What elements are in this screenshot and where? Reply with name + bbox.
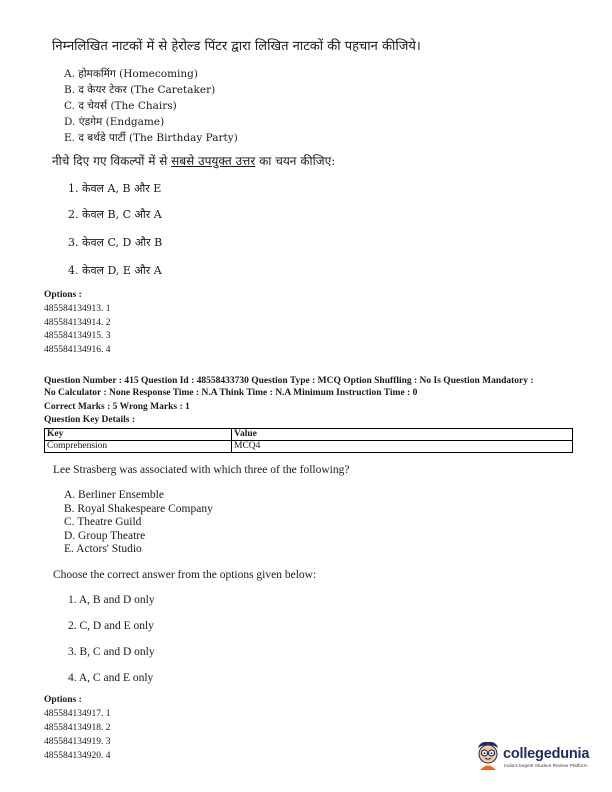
q2-instruction: Choose the correct answer from the options given below: — [53, 569, 317, 581]
question-key-details-title: Question Key Details : — [44, 415, 136, 425]
table-header-row — [45, 429, 573, 441]
q2-option-id: 485584134917. 1 — [44, 709, 111, 719]
q2-item: B. Royal Shakespeare Company — [64, 502, 213, 515]
q2-answer-1: 1. A, B and D only — [68, 594, 155, 606]
brand-tagline: India's largest Student Review Platform — [504, 764, 588, 769]
table-header-key: Key — [45, 429, 232, 441]
q2-answer-3: 3. B, C and D only — [68, 646, 155, 658]
q1-item: A. होमकमिंग (Homecoming) — [64, 68, 198, 80]
q2-option-id: 485584134920. 4 — [44, 751, 111, 761]
q2-stem: Lee Strasberg was associated with which three of the following? — [53, 464, 350, 476]
q2-item: A. Berliner Ensemble — [64, 489, 164, 501]
q1-item: D. एंडगेम (Endgame) — [64, 116, 165, 128]
q2-answer-4: 4. A, C and E only — [68, 672, 154, 684]
q1-option-id: 485584134916. 4 — [44, 345, 111, 355]
q2-options-title: Options : — [44, 695, 82, 705]
table-row — [45, 441, 573, 453]
q1-item: B. द केयर टेकर (The Caretaker) — [64, 84, 216, 96]
brand-mascot-icon — [474, 740, 502, 776]
q1-item: C. द चेयर्स (The Chairs) — [64, 100, 177, 112]
q1-items — [64, 66, 238, 146]
q2-option-id: 485584134918. 2 — [44, 723, 111, 733]
q1-answer-4: 4. केवल D, E और A — [68, 264, 162, 277]
q1-option-id: 485584134915. 3 — [44, 331, 111, 341]
q2-item: D. Group Theatre — [64, 529, 146, 542]
q1-answer-3: 3. केवल C, D और B — [68, 236, 163, 249]
question-meta-line1: Question Number : 415 Question Id : 48558433730 Question Type : MCQ Option Shuffling : No Is Question Mandatory : — [44, 376, 534, 386]
q1-instruction-underline: सबसे उपयुक्त उत्तर — [171, 154, 256, 168]
question-meta-line2: No Calculator : None Response Time : N.A Think Time : N.A Minimum Instruction Time : 0 — [44, 388, 418, 398]
q1-instruction-pre: नीचे दिए गए विकल्पों में से — [52, 154, 172, 168]
q1-answer-2: 2. केवल B, C और A — [68, 208, 162, 221]
q1-instruction-post: का चयन कीजिए: — [255, 154, 336, 168]
q2-item: C. Theatre Guild — [64, 516, 142, 528]
question-key-table — [44, 428, 573, 453]
q1-instruction — [52, 152, 335, 169]
q1-options-title: Options : — [44, 290, 82, 300]
brand-logo: collegedunia — [503, 746, 590, 762]
q1-option-id: 485584134914. 2 — [44, 318, 111, 328]
table-cell-value: MCQ4 — [232, 441, 573, 453]
q1-stem: निम्नलिखित नाटकों में से हेरोल्ड पिंटर द्वारा लिखित नाटकों की पहचान कीजिये। — [52, 39, 421, 54]
table-header-value: Value — [232, 429, 573, 441]
question-marks: Correct Marks : 5 Wrong Marks : 1 — [44, 402, 190, 412]
q1-item: E. द बर्थडे पार्टी (The Birthday Party) — [64, 132, 238, 144]
q1-option-id: 485584134913. 1 — [44, 304, 111, 314]
table-cell-key: Comprehension — [45, 441, 232, 453]
q2-answer-2: 2. C, D and E only — [68, 620, 154, 632]
q2-option-id: 485584134919. 3 — [44, 737, 111, 747]
q2-item: E. Actors' Studio — [64, 543, 142, 555]
q2-items — [64, 489, 213, 557]
q1-answer-1: 1. केवल A, B और E — [68, 182, 162, 195]
